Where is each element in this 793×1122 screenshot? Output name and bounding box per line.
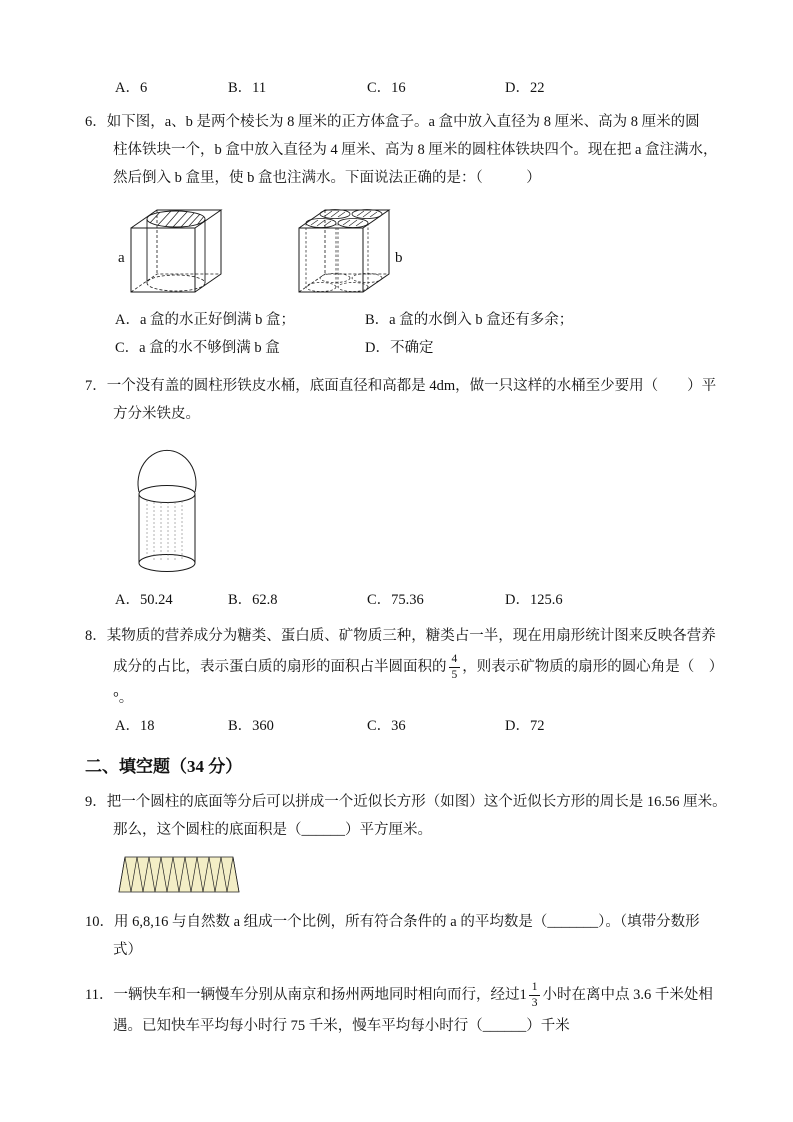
- section-2-heading: 二、填空题（34 分）: [85, 757, 243, 776]
- question-7-options: [85, 586, 715, 614]
- question-6-line-2: 柱体铁块一个，b 盒中放入直径为 4 厘米、高为 8 厘米的圆柱体铁块四个。现在把 a 盒注满水，: [113, 142, 718, 158]
- question-6-figures: [115, 200, 715, 298]
- question-6-line-3: 然后倒入 b 盒里，使 b 盒也注满水。下面说法正确的是：（ ）: [113, 170, 541, 186]
- question-11: [85, 978, 715, 1040]
- cube-b-label: b: [395, 250, 403, 266]
- text-segment: 11．一辆快车和一辆慢车分别从南京和扬州两地同时相向而行，经过: [85, 987, 520, 1003]
- question-9-figure: [117, 854, 715, 896]
- question-10-line-2: 式）: [113, 942, 142, 958]
- cube-b-drawing: [295, 200, 409, 298]
- cube-a-label: a: [118, 250, 125, 266]
- question-9-line-1: 9．把一个圆柱的底面等分后可以拼成一个近似长方形（如图）这个近似长方形的周长是 16.56 厘米。: [85, 794, 727, 810]
- bucket-figure: [125, 438, 209, 585]
- option-d: D．125.6: [505, 592, 563, 608]
- question-8-line-2: [113, 650, 724, 684]
- question-8-line-1: 8．某物质的营养成分为糖类、蛋白质、矿物质三种，糖类占一半，现在用扇形统计图来反映各营养: [85, 628, 716, 644]
- bucket-drawing: [125, 438, 209, 580]
- question-10-line-1: 10．用 6,8,16 与自然数 a 组成一个比例，所有符合条件的 a 的平均数是（_______）。（填带分数形: [85, 914, 700, 930]
- option-a: A．18: [115, 718, 155, 734]
- text-segment: ，则表示矿物质的扇形的圆心角是（ ）: [462, 659, 724, 675]
- question-7: [85, 372, 715, 614]
- cube-a-drawing: [115, 200, 235, 298]
- fraction-numerator: 1: [529, 981, 541, 996]
- question-11-line-1: [85, 978, 715, 1012]
- unrolled-circle-figure: [117, 854, 247, 901]
- question-6: [85, 108, 718, 362]
- fraction-numerator: 4: [449, 653, 461, 668]
- option-c: C．36: [367, 718, 406, 734]
- prev-question-options: [85, 74, 715, 102]
- option-b: B．11: [228, 80, 267, 96]
- question-6-options-row-2: [85, 334, 715, 362]
- fraction-4-5: [449, 653, 461, 682]
- option-d: D．22: [505, 80, 545, 96]
- question-7-line-1: 7．一个没有盖的圆柱形铁皮水桶，底面直径和高都是 4dm，做一只这样的水桶至少要用（ ）平: [85, 378, 717, 394]
- option-d: D．72: [505, 718, 545, 734]
- mixed-number-whole: 1: [519, 987, 527, 1003]
- option-b: B．a 盒的水倒入 b 盒还有多余；: [365, 312, 574, 328]
- option-d: D．不确定: [365, 340, 434, 356]
- option-a: A．a 盒的水正好倒满 b 盒；: [115, 312, 296, 328]
- text-segment: 成分的占比，表示蛋白质的扇形的面积占半圆面积的: [113, 659, 447, 675]
- question-8-options: [85, 712, 715, 740]
- option-b: B．360: [228, 718, 274, 734]
- option-a: A．50.24: [115, 592, 173, 608]
- question-9-line-2: 那么，这个圆柱的底面积是（______）平方厘米。: [113, 822, 432, 838]
- fraction-1-3: [529, 981, 541, 1010]
- option-a: A．6: [115, 80, 148, 96]
- option-c: C．a 盒的水不够倒满 b 盒: [115, 340, 280, 356]
- question-8: [85, 622, 724, 740]
- fraction-denominator: 5: [451, 669, 458, 682]
- question-9: [85, 788, 727, 896]
- cube-b-figure: [295, 200, 409, 303]
- question-11-line-2: 遇。已知快车平均每小时行 75 千米，慢车平均每小时行（______）千米: [113, 1018, 570, 1034]
- fraction-denominator: 3: [531, 997, 538, 1010]
- question-7-figure: [125, 438, 715, 580]
- question-6-line-1: 6．如下图，a、b 是两个棱长为 8 厘米的正方体盒子。a 盒中放入直径为 8 厘米、高为 8 厘米的圆: [85, 114, 700, 130]
- text-segment: 小时在离中点 3.6 千米处相: [542, 987, 713, 1003]
- question-6-options-row-1: [85, 306, 715, 334]
- option-c: C．75.36: [367, 592, 424, 608]
- question-10: [85, 908, 715, 964]
- question-8-line-3: °。: [113, 690, 134, 706]
- question-7-line-2: 方分米铁皮。: [113, 406, 200, 422]
- option-c: C．16: [367, 80, 406, 96]
- option-b: B．62.8: [228, 592, 278, 608]
- unrolled-circle-drawing: [117, 854, 247, 896]
- cube-a-figure: [115, 200, 235, 303]
